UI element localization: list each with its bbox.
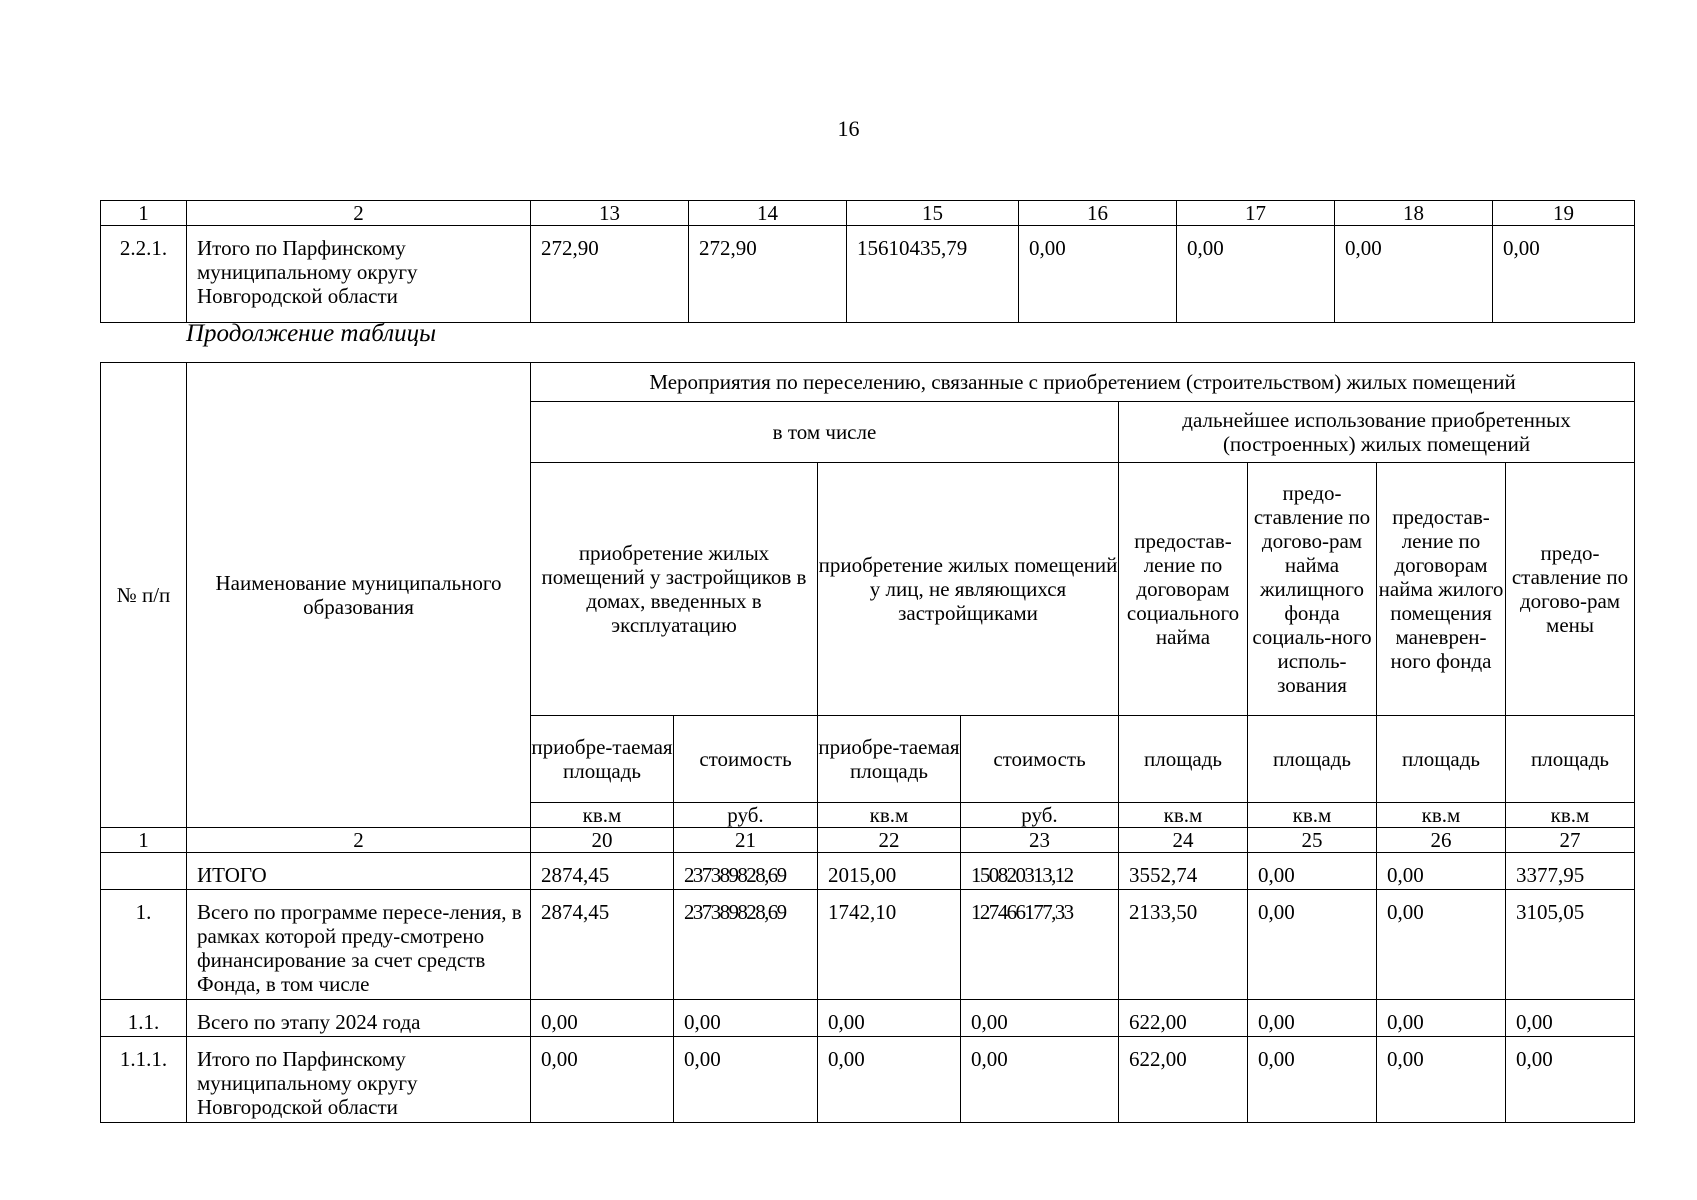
header-area: площадь bbox=[1248, 716, 1377, 803]
header-purchase-from-developers: приобретение жилых помещений у застройщиков в домах, введенных в эксплуатацию bbox=[531, 463, 818, 716]
header-provision-maneuver-fund: предостав-ление по договорам найма жилого помещения маневрен-ного фонда bbox=[1377, 463, 1506, 716]
row-value: 0,00 bbox=[1506, 1000, 1635, 1037]
header-area-purchased: приобре-таемая площадь bbox=[818, 716, 961, 803]
column-number: 16 bbox=[1019, 201, 1177, 226]
row-value: 0,00 bbox=[818, 1037, 961, 1123]
row-value: 0,00 bbox=[961, 1037, 1119, 1123]
row-value: 0,00 bbox=[1506, 1037, 1635, 1123]
column-number: 21 bbox=[674, 828, 818, 853]
row-value: 237389828,69 bbox=[674, 853, 818, 890]
unit-label: руб. bbox=[961, 803, 1119, 828]
table1-column-number-row bbox=[101, 201, 1635, 226]
unit-label: кв.м bbox=[1377, 803, 1506, 828]
row-name: Всего по этапу 2024 года bbox=[187, 1000, 531, 1037]
column-number: 18 bbox=[1335, 201, 1493, 226]
row-value: 127466177,33 bbox=[961, 890, 1119, 1000]
page-number: 16 bbox=[837, 116, 860, 141]
header-area: площадь bbox=[1119, 716, 1248, 803]
table-row bbox=[101, 890, 1635, 1000]
row-value: 2874,45 bbox=[531, 890, 674, 1000]
row-value: 0,00 bbox=[1377, 890, 1506, 1000]
header-municipality-name: Наименование муниципального образования bbox=[187, 363, 531, 828]
row-name: Итого по Парфинскому муниципальному округу Новгородской области bbox=[187, 226, 531, 323]
row-code: 1. bbox=[101, 890, 187, 1000]
column-number: 26 bbox=[1377, 828, 1506, 853]
row-value: 272,90 bbox=[531, 226, 689, 323]
row-value: 237389828,69 bbox=[674, 890, 818, 1000]
row-value: 622,00 bbox=[1119, 1037, 1248, 1123]
column-number: 22 bbox=[818, 828, 961, 853]
column-number: 13 bbox=[531, 201, 689, 226]
row-code: 2.2.1. bbox=[101, 226, 187, 323]
row-value: 0,00 bbox=[818, 1000, 961, 1037]
row-value: 0,00 bbox=[1377, 1000, 1506, 1037]
row-code: 1.1. bbox=[101, 1000, 187, 1037]
row-value: 0,00 bbox=[1248, 1000, 1377, 1037]
row-value: 0,00 bbox=[1248, 853, 1377, 890]
row-value: 3105,05 bbox=[1506, 890, 1635, 1000]
header-row bbox=[101, 363, 1635, 402]
row-name: ИТОГО bbox=[187, 853, 531, 890]
unit-label: кв.м bbox=[531, 803, 674, 828]
table-continuation bbox=[100, 362, 1635, 1123]
column-number: 1 bbox=[101, 201, 187, 226]
column-number: 19 bbox=[1493, 201, 1635, 226]
row-value: 3377,95 bbox=[1506, 853, 1635, 890]
unit-label: кв.м bbox=[818, 803, 961, 828]
column-number: 24 bbox=[1119, 828, 1248, 853]
row-value: 622,00 bbox=[1119, 1000, 1248, 1037]
header-group-title: Мероприятия по переселению, связанные с приобретением (строительством) жилых помещений bbox=[531, 363, 1635, 402]
column-number: 20 bbox=[531, 828, 674, 853]
row-value: 0,00 bbox=[1248, 890, 1377, 1000]
header-area-purchased: приобре-таемая площадь bbox=[531, 716, 674, 803]
row-value: 0,00 bbox=[674, 1037, 818, 1123]
header-further-use: дальнейшее использование приобретенных (построенных) жилых помещений bbox=[1119, 402, 1635, 463]
table-row bbox=[101, 1037, 1635, 1123]
row-code: 1.1.1. bbox=[101, 1037, 187, 1123]
row-value: 0,00 bbox=[961, 1000, 1119, 1037]
column-number: 15 bbox=[847, 201, 1019, 226]
row-value: 0,00 bbox=[531, 1037, 674, 1123]
row-value: 2874,45 bbox=[531, 853, 674, 890]
unit-label: кв.м bbox=[1119, 803, 1248, 828]
header-area: площадь bbox=[1506, 716, 1635, 803]
header-area: площадь bbox=[1377, 716, 1506, 803]
row-name: Итого по Парфинскому муниципальному округу Новгородской области bbox=[187, 1037, 531, 1123]
row-value: 0,00 bbox=[1248, 1037, 1377, 1123]
column-number: 2 bbox=[187, 828, 531, 853]
unit-label: кв.м bbox=[1248, 803, 1377, 828]
row-value: 0,00 bbox=[1377, 1037, 1506, 1123]
continuation-label: Продолжение таблицы bbox=[186, 320, 437, 347]
column-number-row bbox=[101, 828, 1635, 853]
row-value: 272,90 bbox=[689, 226, 847, 323]
row-value: 0,00 bbox=[1493, 226, 1635, 323]
header-cost: стоимость bbox=[674, 716, 818, 803]
column-number: 2 bbox=[187, 201, 531, 226]
row-value: 0,00 bbox=[674, 1000, 818, 1037]
row-value: 0,00 bbox=[1377, 853, 1506, 890]
header-provision-exchange: предо-ставление по догово-рам мены bbox=[1506, 463, 1635, 716]
table-row bbox=[101, 1000, 1635, 1037]
header-number: № п/п bbox=[101, 363, 187, 828]
unit-label: руб. bbox=[674, 803, 818, 828]
row-value: 150820313,12 bbox=[961, 853, 1119, 890]
row-code bbox=[101, 853, 187, 890]
column-number: 25 bbox=[1248, 828, 1377, 853]
table-row bbox=[101, 226, 1635, 323]
table-row bbox=[101, 853, 1635, 890]
column-number: 14 bbox=[689, 201, 847, 226]
header-provision-social-use-fund: предо-ставление по догово-рам найма жилищного фонда социаль-ного исполь-зования bbox=[1248, 463, 1377, 716]
row-value: 0,00 bbox=[1335, 226, 1493, 323]
column-number: 1 bbox=[101, 828, 187, 853]
header-cost: стоимость bbox=[961, 716, 1119, 803]
column-number: 27 bbox=[1506, 828, 1635, 853]
row-value: 1742,10 bbox=[818, 890, 961, 1000]
row-value: 2133,50 bbox=[1119, 890, 1248, 1000]
unit-label: кв.м bbox=[1506, 803, 1635, 828]
header-provision-social: предостав-ление по договорам социального найма bbox=[1119, 463, 1248, 716]
row-value: 15610435,79 bbox=[847, 226, 1019, 323]
row-value: 0,00 bbox=[531, 1000, 674, 1037]
row-name: Всего по программе пересе-ления, в рамках которой преду-смотрено финансирование за счет средств Фонда, в том числе bbox=[187, 890, 531, 1000]
header-including: в том числе bbox=[531, 402, 1119, 463]
row-value: 2015,00 bbox=[818, 853, 961, 890]
column-number: 17 bbox=[1177, 201, 1335, 226]
column-number: 23 bbox=[961, 828, 1119, 853]
table-top-fragment bbox=[100, 200, 1635, 323]
row-value: 3552,74 bbox=[1119, 853, 1248, 890]
row-value: 0,00 bbox=[1019, 226, 1177, 323]
header-purchase-from-non-developers: приобретение жилых помещений у лиц, не являющихся застройщиками bbox=[818, 463, 1119, 716]
row-value: 0,00 bbox=[1177, 226, 1335, 323]
